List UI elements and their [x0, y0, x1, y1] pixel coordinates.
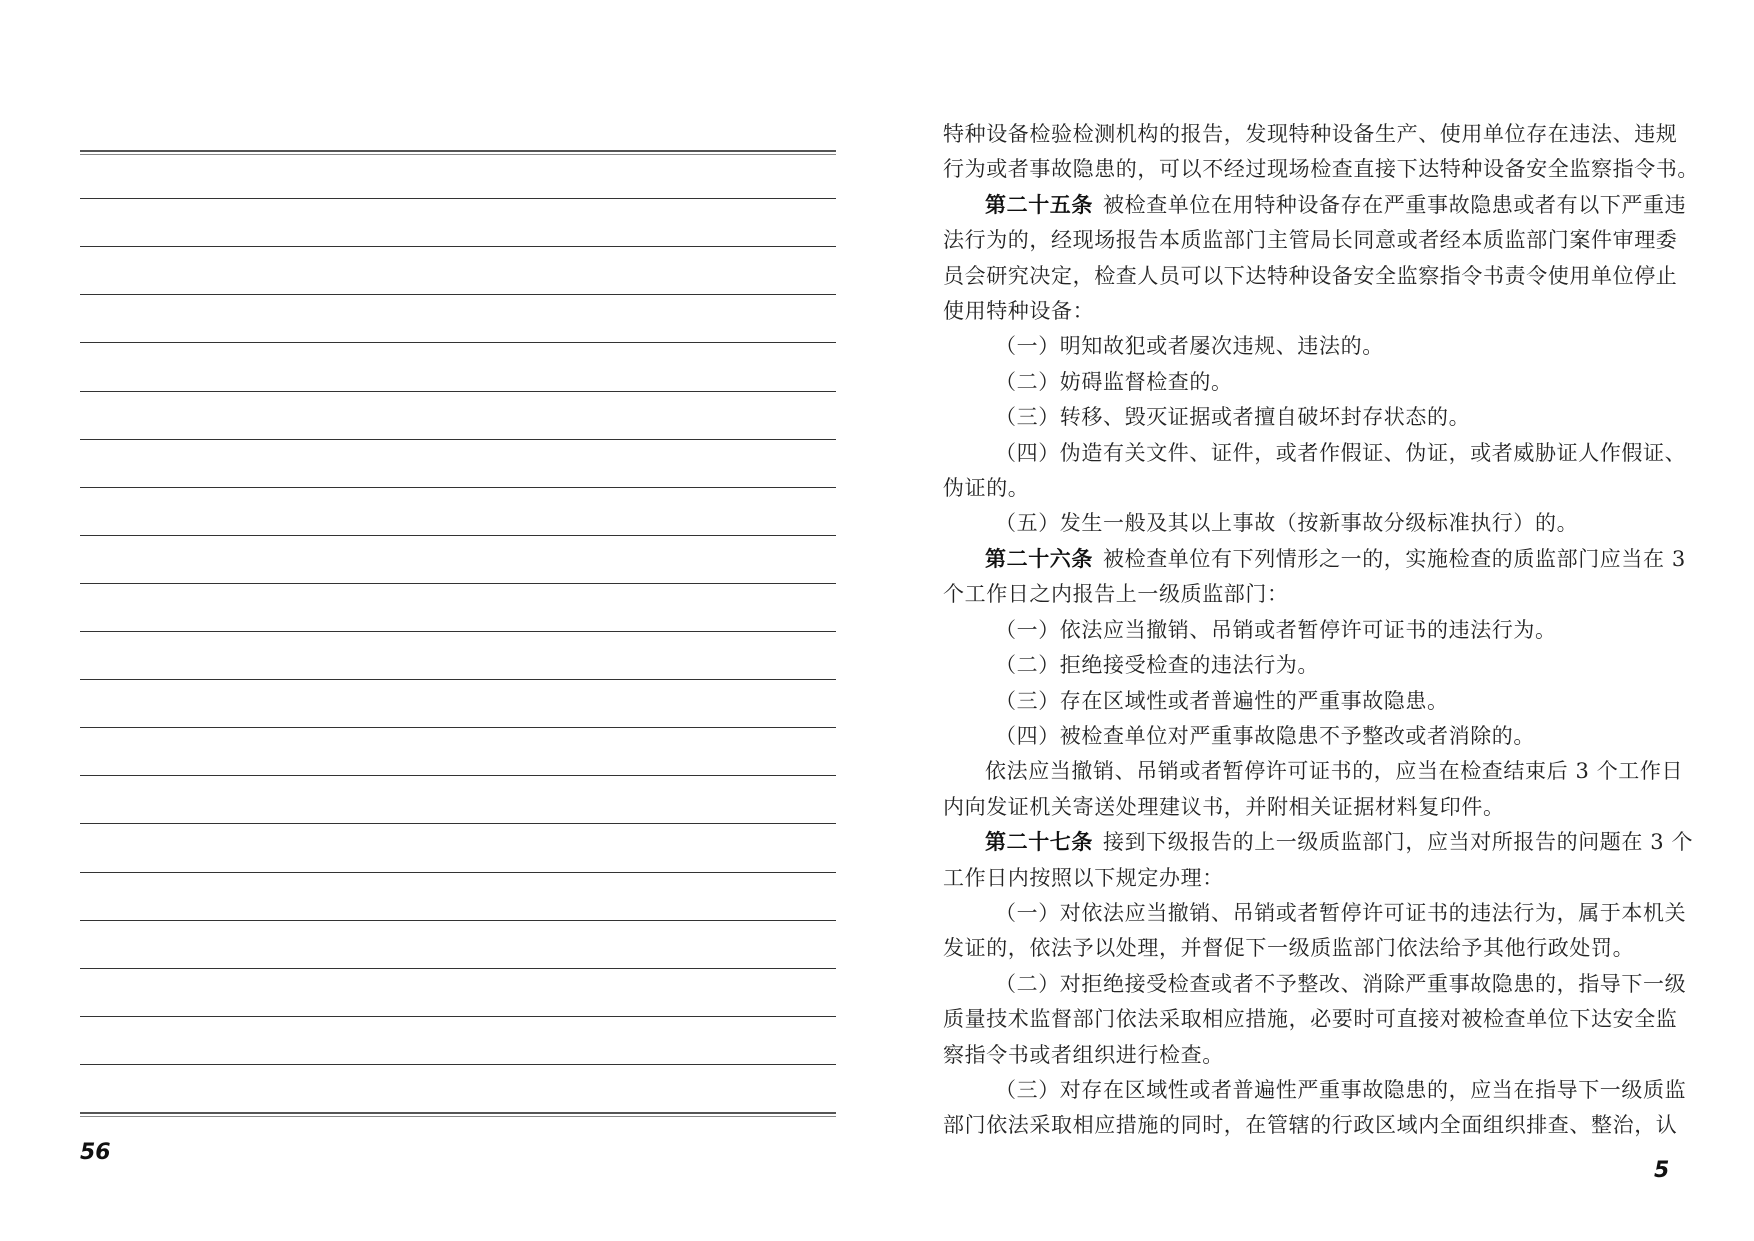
text-line: [943, 365, 1705, 400]
ruled-line: [80, 968, 836, 969]
line-text: 法行为的，经现场报告本质监部门主管局长同意或者经本质监部门案件审理委: [943, 228, 1678, 253]
text-line: [943, 400, 1705, 435]
line-text: 个工作日之内报告上一级质监部门：: [943, 582, 1289, 607]
ruled-line: [80, 727, 836, 728]
line-text: （四）被检查单位对严重事故隐患不予整改或者消除的。: [995, 723, 1535, 748]
article-number: 第二十六条: [985, 546, 1093, 571]
line-text: （一）对依法应当撤销、吊销或者暂停许可证书的违法行为，属于本机关: [995, 900, 1687, 925]
text-line: [943, 931, 1705, 966]
ruled-line: [80, 679, 836, 680]
text-line: [943, 790, 1705, 825]
text-line: [943, 754, 1705, 789]
line-text: 接到下级报告的上一级质监部门，应当对所报告的问题在 3 个: [1103, 830, 1694, 855]
line-text: （四）伪造有关文件、证件，或者作假证、伪证，或者威胁证人作假证、: [995, 440, 1687, 465]
text-line: [943, 648, 1705, 683]
line-text: （一）依法应当撤销、吊销或者暂停许可证书的违法行为。: [995, 617, 1557, 642]
line-text: 察指令书或者组织进行检查。: [943, 1042, 1224, 1067]
line-text: （二）拒绝接受检查的违法行为。: [995, 653, 1319, 678]
text-line: [943, 577, 1705, 612]
ruled-line: [80, 198, 836, 199]
ruled-line: [80, 535, 836, 536]
ruled-line: [80, 823, 836, 824]
text-line: [943, 471, 1705, 506]
line-text: 部门依法采取相应措施的同时，在管辖的行政区域内全面组织排查、整治，认: [943, 1113, 1678, 1138]
line-text: （一）明知故犯或者屡次违规、违法的。: [995, 334, 1384, 359]
ruled-line: [80, 439, 836, 440]
line-text: 质量技术监督部门依法采取相应措施，必要时可直接对被检查单位下达安全监: [943, 1007, 1678, 1032]
text-line: [943, 223, 1705, 258]
article-paragraph-line: [943, 188, 1705, 223]
text-line: [943, 719, 1705, 754]
line-text: 伪证的。: [943, 476, 1030, 501]
text-line: [943, 967, 1705, 1002]
article-paragraph-line: [943, 542, 1705, 577]
text-line: [943, 1108, 1705, 1143]
text-line: [943, 1073, 1705, 1108]
text-line: [943, 294, 1705, 329]
line-text: 被检查单位在用特种设备存在严重事故隐患或者有以下严重违: [1103, 192, 1687, 217]
ruled-line: [80, 1016, 836, 1017]
ruled-line: [80, 583, 836, 584]
ruled-line: [80, 1112, 836, 1114]
ruled-line: [80, 246, 836, 247]
line-text: 使用特种设备：: [943, 299, 1095, 324]
left-page-number: 56: [80, 1140, 111, 1165]
line-text: 特种设备检验检测机构的报告，发现特种设备生产、使用单位存在违法、违规: [943, 122, 1678, 146]
line-text: （二）妨碍监督检查的。: [995, 369, 1233, 394]
regulation-text-page: [943, 117, 1705, 1144]
line-text: 员会研究决定，检查人员可以下达特种设备安全监察指令书责令使用单位停止: [943, 263, 1678, 288]
text-line: [943, 1002, 1705, 1037]
line-text: （三）存在区域性或者普遍性的严重事故隐患。: [995, 688, 1449, 713]
line-text: 发证的，依法予以处理，并督促下一级质监部门依法给予其他行政处罚。: [943, 936, 1635, 961]
ruled-line: [80, 294, 836, 295]
line-text: 行为或者事故隐患的，可以不经过现场检查直接下达特种设备安全监察指令书。: [943, 157, 1699, 182]
line-text: （三）对存在区域性或者普遍性严重事故隐患的，应当在指导下一级质监: [995, 1077, 1687, 1102]
text-line: [943, 1038, 1705, 1073]
ruled-line: [80, 487, 836, 488]
article-number: 第二十七条: [985, 830, 1093, 855]
line-text: 依法应当撤销、吊销或者暂停许可证书的，应当在检查结束后 3 个工作日: [985, 759, 1684, 784]
article-paragraph-line: [943, 825, 1705, 860]
ruled-line: [80, 775, 836, 776]
ruled-line: [80, 920, 836, 921]
text-line: [943, 329, 1705, 364]
ruled-line: [80, 150, 836, 152]
line-text: （五）发生一般及其以上事故（按新事故分级标准执行）的。: [995, 511, 1579, 536]
right-page-number: 5: [1654, 1158, 1670, 1183]
line-text: 内向发证机关寄送处理建议书，并附相关证据材料复印件。: [943, 794, 1505, 819]
ruled-line: [80, 631, 836, 632]
ruled-notes-page: [80, 150, 836, 1130]
line-text: （三）转移、毁灭证据或者擅自破坏封存状态的。: [995, 405, 1471, 430]
line-text: 被检查单位有下列情形之一的，实施检查的质监部门应当在 3: [1103, 546, 1686, 571]
text-line: [943, 436, 1705, 471]
text-line: [943, 861, 1705, 896]
ruled-line: [80, 1064, 836, 1065]
text-line: [943, 117, 1705, 152]
line-text: 工作日内按照以下规定办理：: [943, 865, 1224, 890]
article-number: 第二十五条: [985, 192, 1093, 217]
text-line: [943, 613, 1705, 648]
ruled-line: [80, 872, 836, 873]
text-line: [943, 896, 1705, 931]
text-line: [943, 152, 1705, 187]
text-line: [943, 684, 1705, 719]
ruled-line: [80, 342, 836, 343]
ruled-line: [80, 391, 836, 392]
line-text: （二）对拒绝接受检查或者不予整改、消除严重事故隐患的，指导下一级: [995, 971, 1687, 996]
text-line: [943, 259, 1705, 294]
text-line: [943, 506, 1705, 541]
